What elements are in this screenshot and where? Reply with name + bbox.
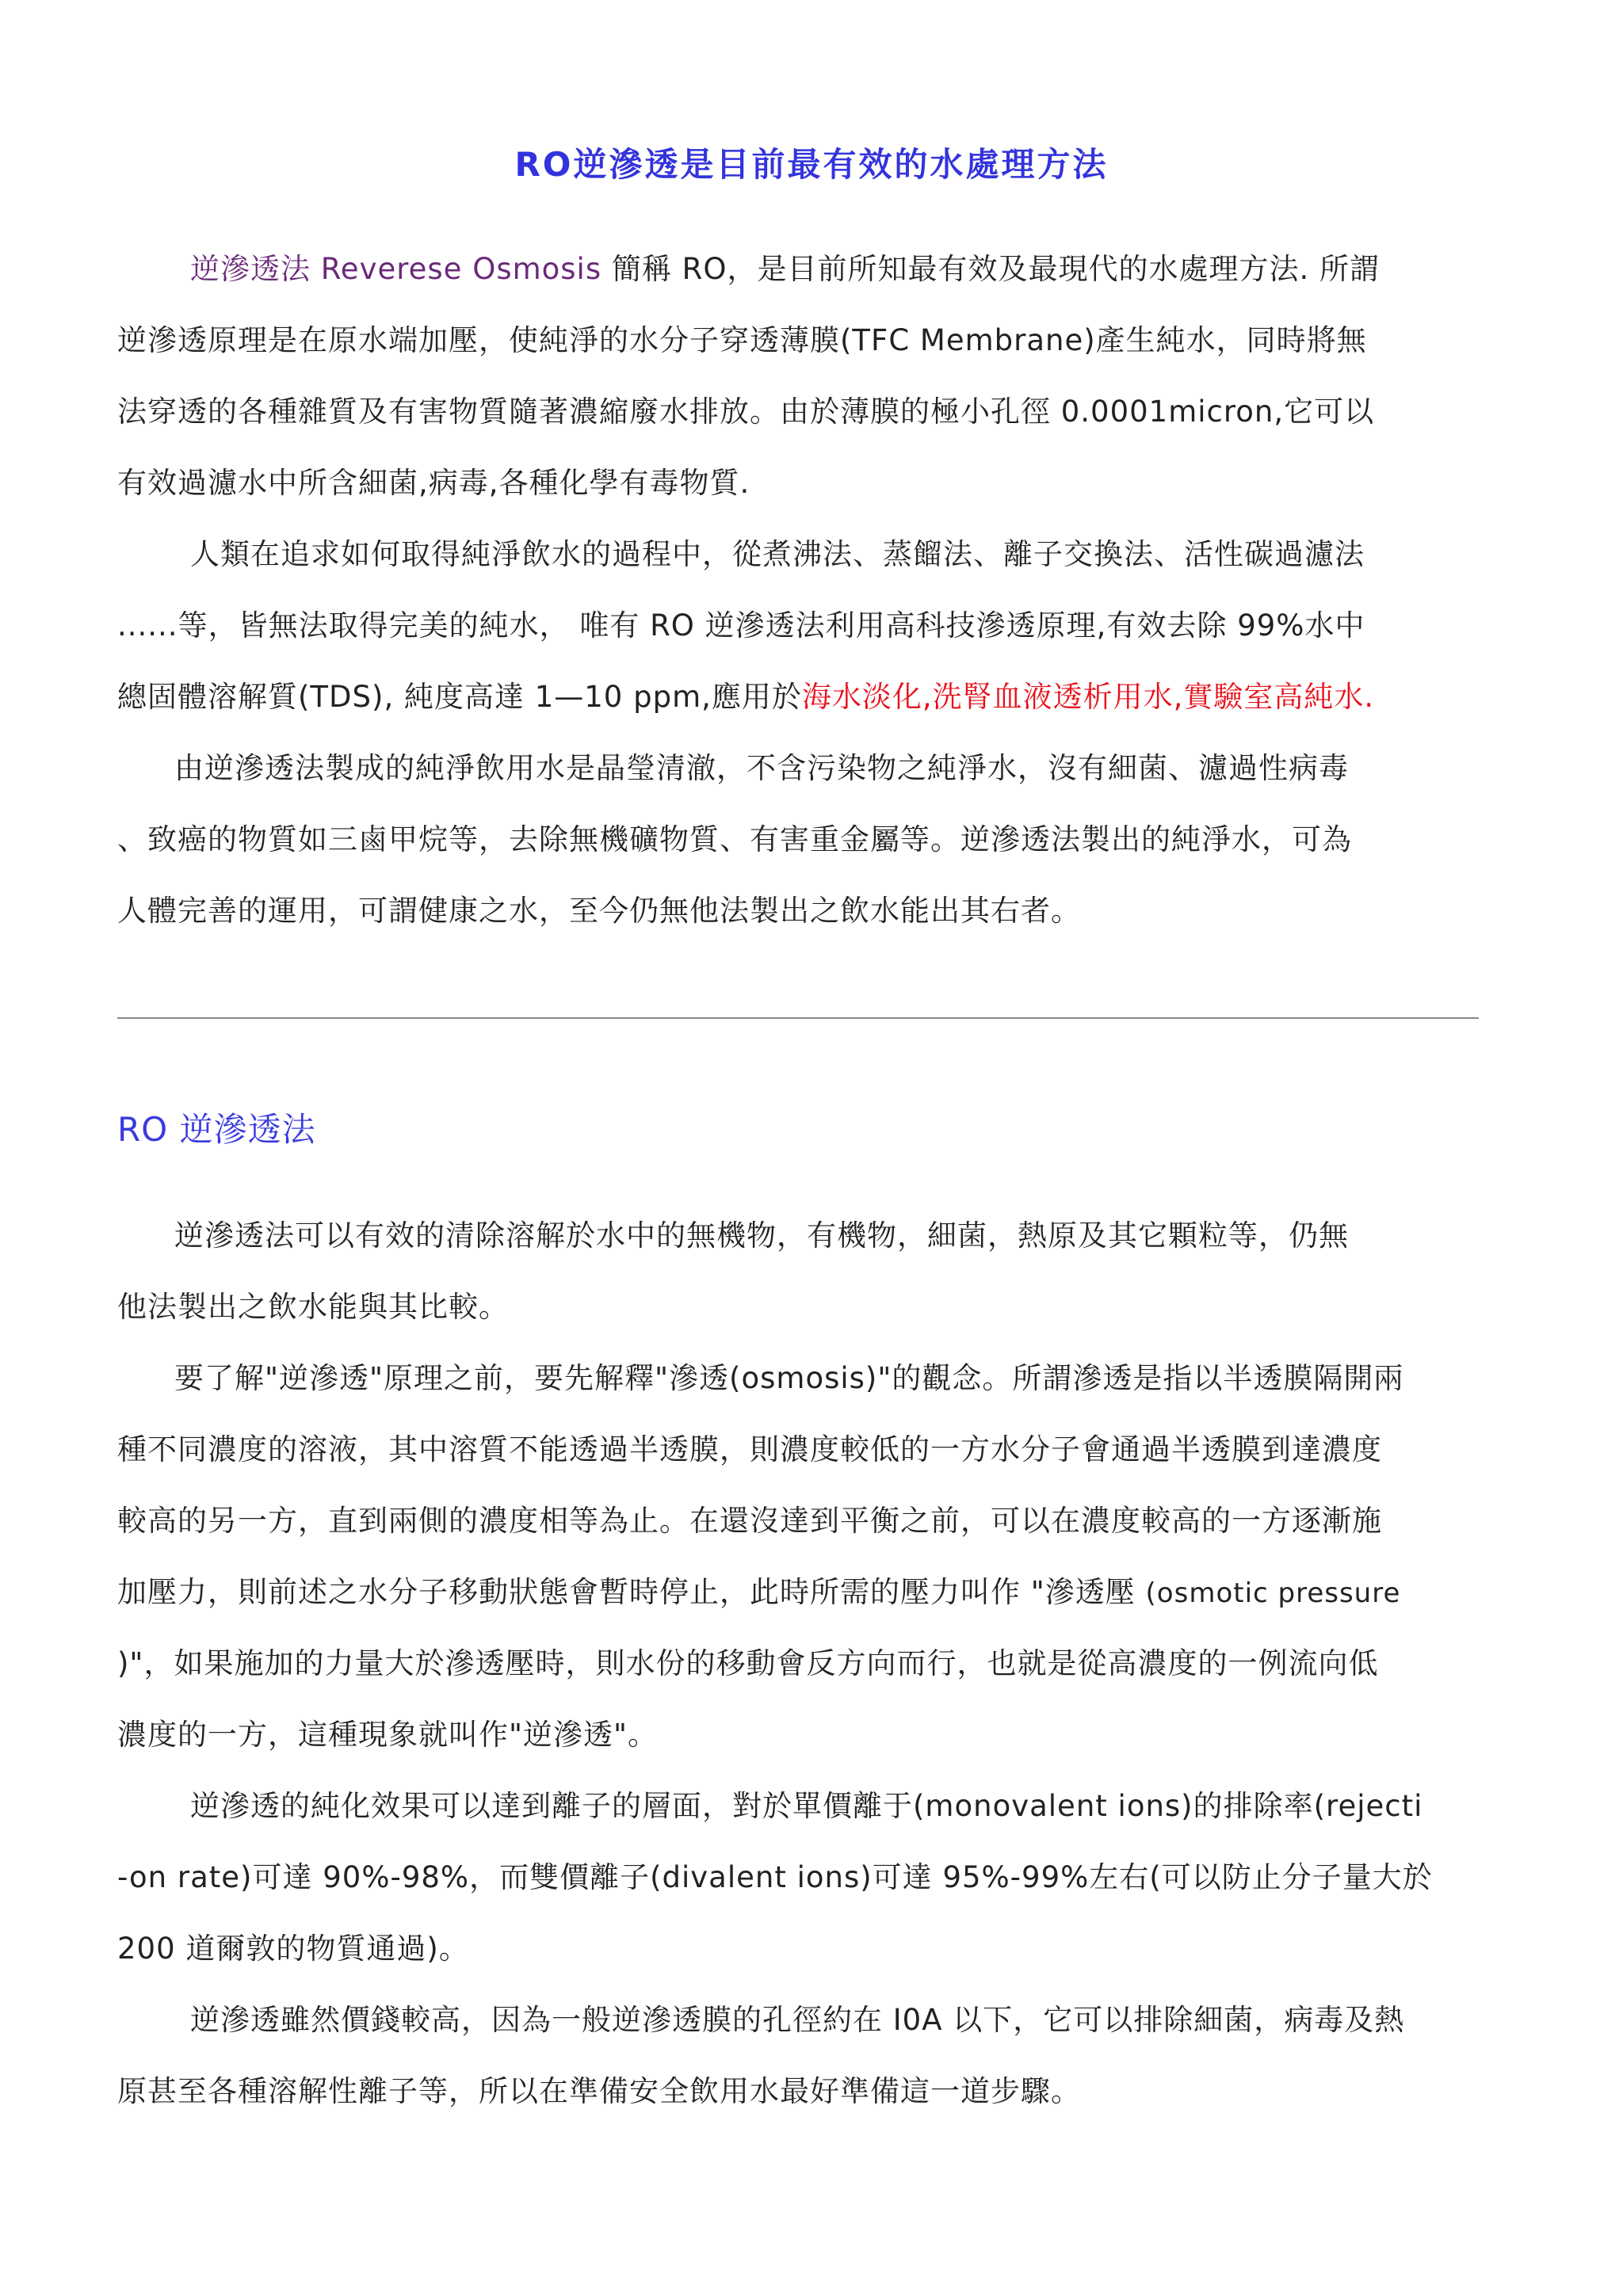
- section-p1-line-1: 逆滲透法可以有效的清除溶解於水中的無機物，有機物，細菌，熱原及其它顆粒等，仍無: [174, 1219, 1349, 1253]
- section-p2-line-4-text: 加壓力，則前述之水分子移動狀態會暫時停止，此時所需的壓力叫作 "滲透壓: [117, 1575, 1146, 1609]
- section-p3-line-1: 逆滲透的純化效果可以達到離子的層面，對於單價離于(monovalent ions)的排除率(rejecti: [190, 1789, 1423, 1823]
- intro-line-3: 法穿透的各種雜質及有害物質隨著濃縮廢水排放。由於薄膜的極小孔徑 0.0001micron,它可以: [117, 395, 1375, 429]
- intro-line-8: 由逆滲透法製成的純淨飲用水是晶瑩清澈，不含污染物之純淨水，沒有細菌、濾過性病毒: [174, 751, 1349, 785]
- ro-term: 逆滲透法 Reverese Osmosis: [190, 252, 602, 286]
- intro-line-1-text: 簡稱 RO，是目前所知最有效及最現代的水處理方法. 所謂: [601, 252, 1380, 286]
- section-p2-line-1: 要了解"逆滲透"原理之前，要先解釋"滲透(osmosis)"的觀念。所謂滲透是指以半透膜隔開兩: [174, 1361, 1404, 1395]
- section-p3-line-2: -on rate)可達 90%-98%，而雙價離子(divalent ions)可達 95%-99%左右(可以防止分子量大於: [117, 1860, 1433, 1894]
- intro-line-9: 、致癌的物質如三鹵甲烷等，去除無機礦物質、有害重金屬等。逆滲透法製出的純淨水，可為: [117, 822, 1352, 856]
- horizontal-divider: [117, 1017, 1479, 1019]
- intro-line-7: [117, 662, 1506, 733]
- intro-line-4: 有效過濾水中所含細菌,病毒,各種化學有毒物質.: [117, 466, 750, 500]
- section-p4-line-2: 原甚至各種溶解性離子等，所以在準備安全飲用水最好準備這一道步驟。: [117, 2074, 1081, 2108]
- applications-highlight: 海水淡化,洗腎血液透析用水,實驗室高純水.: [801, 680, 1375, 714]
- page-title: RO逆滲透是目前最有效的水處理方法: [514, 145, 1109, 184]
- section-p1-line-2: 他法製出之飲水能與其比較。: [117, 1290, 509, 1324]
- section-body: [117, 1200, 1506, 2127]
- section-p3-line-3: 200 道爾敦的物質通過)。: [117, 1932, 469, 1966]
- intro-line-6: ......等，皆無法取得完美的純水， 唯有 RO 逆滲透法利用高科技滲透原理,有效去除 99%水中: [117, 608, 1365, 643]
- section-p2-line-5: )"，如果施加的力量大於滲透壓時，則水份的移動會反方向而行，也就是從高濃度的一例流向低: [117, 1646, 1379, 1680]
- section-p2-line-4: [117, 1557, 1506, 1628]
- intro-line-7-text: 總固體溶解質(TDS), 純度高達 1—10 ppm,應用於: [117, 680, 802, 714]
- osmotic-pressure-term: (osmotic pressure: [1145, 1577, 1401, 1609]
- section-p4-line-1: 逆滲透雖然價錢較高，因為一般逆滲透膜的孔徑約在 I0A 以下，它可以排除細菌，病毒及熱: [190, 2003, 1405, 2037]
- intro-line-10: 人體完善的運用，可謂健康之水，至今仍無他法製出之飲水能出其右者。: [117, 894, 1081, 928]
- intro-line-2: 逆滲透原理是在原水端加壓，使純淨的水分子穿透薄膜(TFC Membrane)產生純水，同時將無: [117, 323, 1367, 357]
- section-p2-line-6: 濃度的一方，這種現象就叫作"逆滲透"。: [117, 1718, 659, 1752]
- section-p2-line-2: 種不同濃度的溶液，其中溶質不能透過半透膜，則濃度較低的一方水分子會通過半透膜到達濃度: [117, 1432, 1382, 1466]
- intro-line-5: 人類在追求如何取得純淨飲水的過程中，從煮沸法、蒸餾法、離子交換法、活性碳過濾法: [190, 537, 1365, 571]
- intro-line-1: [117, 234, 1506, 305]
- section-p2-line-3: 較高的另一方，直到兩側的濃度相等為止。在還沒達到平衡之前，可以在濃度較高的一方逐漸施: [117, 1504, 1382, 1538]
- section-title: RO 逆滲透法: [117, 1110, 316, 1149]
- intro-section: [117, 234, 1506, 947]
